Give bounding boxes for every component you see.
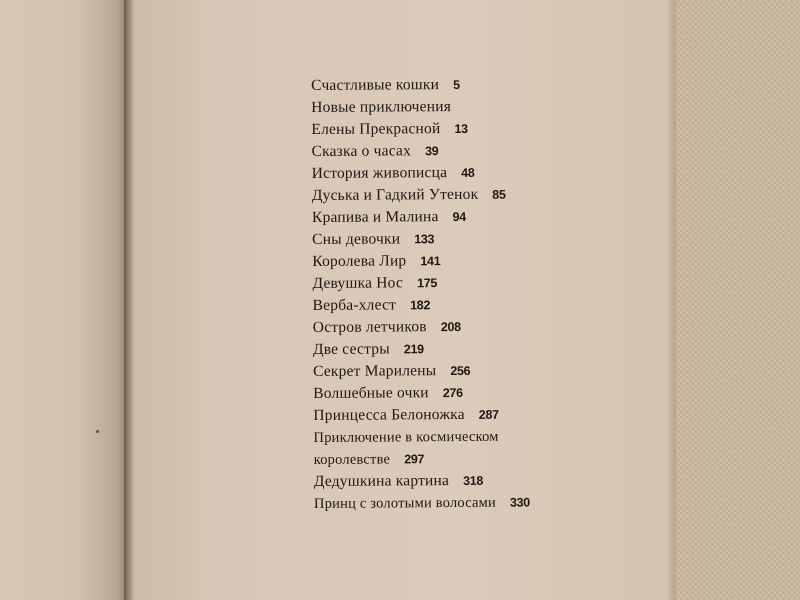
page-number: 208 — [440, 319, 461, 335]
toc-entry: Принцесса Белоножка 287 — [313, 405, 499, 424]
page-number: 330 — [509, 495, 530, 510]
toc-entry: Девушка Нос 175 — [312, 274, 438, 292]
toc-entry: Новые приключения Елены Прекрасной 13 — [311, 98, 468, 138]
page-number: 182 — [410, 298, 431, 313]
page-number: 94 — [452, 209, 466, 225]
toc-entry: Королева Лир 141 — [312, 252, 441, 270]
book-gutter — [124, 0, 134, 600]
page-number: 276 — [442, 385, 463, 401]
toc-entry: Волшебные очки 276 — [313, 384, 463, 402]
page-number: 13 — [454, 121, 468, 136]
page-number: 219 — [403, 342, 424, 357]
toc-entry: Крапива и Малина 94 — [311, 208, 466, 226]
page-number: 318 — [463, 473, 484, 488]
toc-entry: Принц с золотыми волосами 330 — [313, 494, 530, 512]
page-number: 39 — [424, 144, 439, 159]
toc-entry: Дуська и Гадкий Утенок 85 — [311, 185, 506, 204]
page-number: 256 — [450, 363, 471, 379]
page-number: 85 — [492, 187, 506, 202]
toc-entry: Остров летчиков 208 — [312, 318, 461, 336]
page-mark — [96, 430, 99, 433]
page-number: 133 — [414, 232, 435, 247]
toc-entry: Две сестры 219 — [312, 340, 424, 358]
toc-entry: Дедушкина картина 318 — [313, 472, 484, 490]
page-number: 297 — [404, 452, 425, 467]
page-number: 48 — [461, 165, 475, 180]
toc-entry: Верба-хлест 182 — [312, 296, 431, 314]
page-number: 141 — [420, 254, 441, 269]
toc-entry: Секрет Марилены 256 — [313, 362, 471, 380]
page-number: 287 — [478, 407, 499, 422]
toc-entry: Приключение в космическом королевстве 297 — [313, 428, 499, 468]
table-of-contents — [311, 73, 614, 515]
toc-entry: Счастливые кошки 5 — [311, 76, 460, 94]
toc-entry: Сказка о часах 39 — [311, 142, 439, 160]
toc-entry: Сны девочки 133 — [312, 230, 435, 248]
left-page — [0, 0, 128, 600]
toc-entry: История живописца 48 — [311, 164, 475, 182]
page-number: 175 — [416, 276, 438, 291]
page-number: 5 — [453, 77, 460, 93]
page-edge — [668, 0, 676, 600]
